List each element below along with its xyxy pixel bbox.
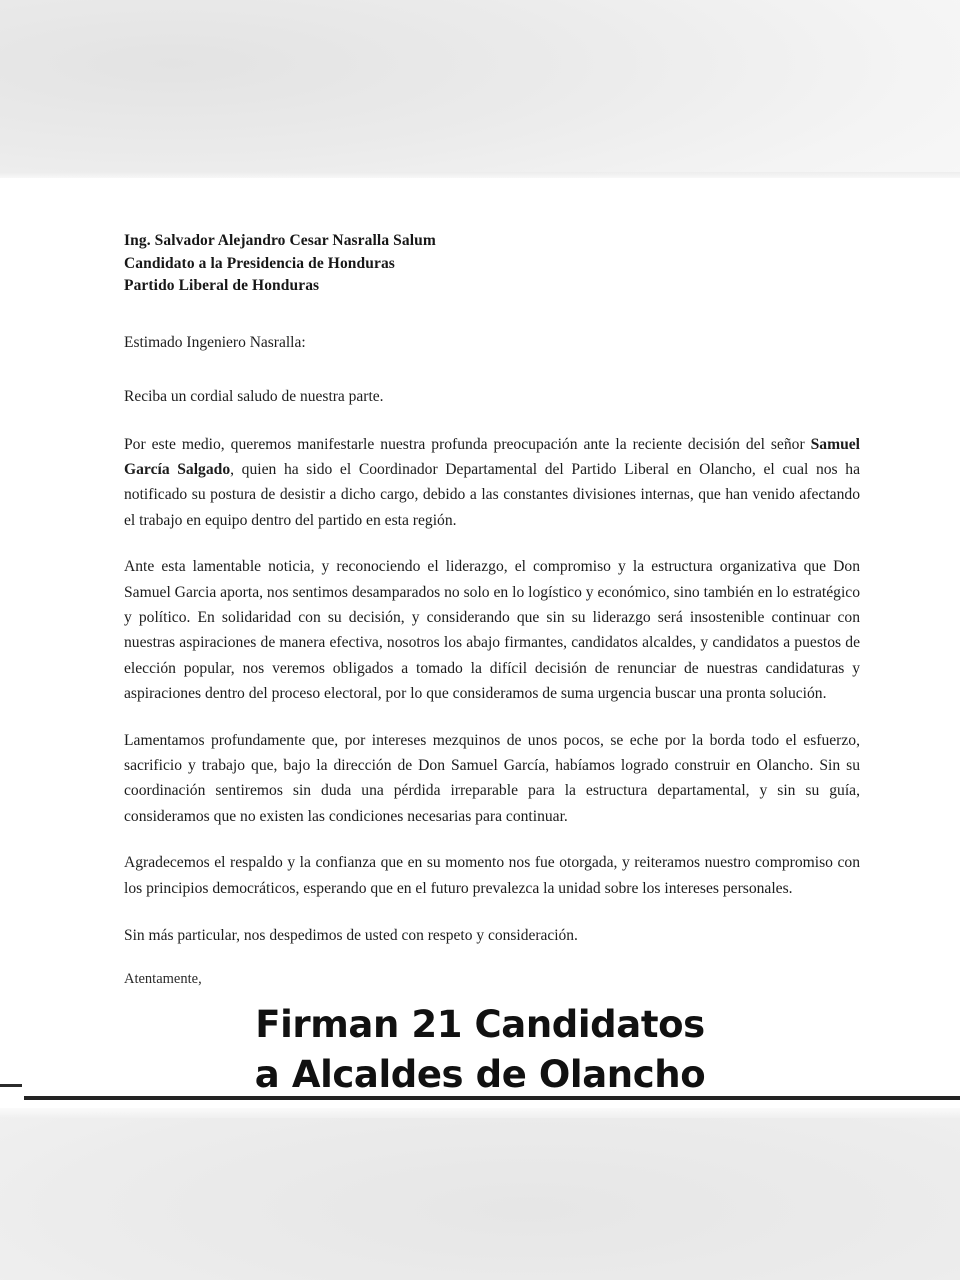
letter-sheet <box>0 178 960 1108</box>
backdrop-bottom <box>0 1104 960 1280</box>
greeting-line: Reciba un cordial saludo de nuestra parte. <box>124 387 384 405</box>
closing-line: Sin más particular, nos despedimos de usted con respeto y consideración. <box>124 927 578 944</box>
addressee-name: Ing. Salvador Alejandro Cesar Nasralla Salum <box>124 232 436 249</box>
sheet-edge-tick <box>0 1084 22 1087</box>
addressee-party: Partido Liberal de Honduras <box>124 277 320 294</box>
salutation: Estimado Ingeniero Nasralla: <box>124 333 306 351</box>
paragraph-2: Ante esta lamentable noticia, y reconociendo el liderazgo, el compromiso y la estructura organizativa que Don Samuel Garcia aporta, nos sentimos desamparados no solo en lo logístico y económico, sino también en lo estratégico y político. En solidaridad con su decisión, y considerando que sin su liderazgo será insostenible continuar con nuestras aspiraciones de manera efectiva, nosotros los abajo firmantes, candidatos alcaldes, y candidatos a puestos de elección popular, nos veremos obligados a tomado la difícil decisión de renunciar de nuestras candidaturas y aspiraciones dentro del proceso electoral, por lo que consideramos de suma urgencia buscar una pronta solución. <box>124 558 860 703</box>
addressee-block <box>124 230 860 298</box>
addressee-role: Candidato a la Presidencia de Honduras <box>124 254 395 272</box>
letter-body <box>124 230 860 989</box>
signoff-line: Atentamente, <box>124 971 202 987</box>
sheet-bottom-rule <box>24 1096 960 1100</box>
paragraph-1-part-b: , quien ha sido el Coordinador Departamental del Partido Liberal en Olancho, el cual nos ha notificado su postura de desistir a dicho cargo, debido a las constantes divisiones internas, que han venido afectando el trabajo en equipo dentro del partido en esta región. <box>124 460 860 529</box>
paragraph-3: Lamentamos profundamente que, por intereses mezquinos de unos pocos, se eche por la borda todo el esfuerzo, sacrificio y trabajo que, bajo la dirección de Don Samuel García, habíamos logrado construir en Olancho. Sin su coordinación sentiremos sin duda una pérdida irreparable para la estructura departamental, y sin su guía, consideramos que no existen las condiciones necesarias para continuar. <box>124 731 860 825</box>
paragraph-1-bold-name: Samuel García Salgado <box>124 435 860 478</box>
overlay-caption-line-1: Firman 21 Candidatos <box>255 1003 705 1046</box>
paragraph-1-part-a: Por este medio, queremos manifestarle nuestra profunda preocupación ante la reciente decisión del señor <box>124 435 811 453</box>
paragraph-4: Agradecemos el respaldo y la confianza que en su momento nos fue otorgada, y reiteramos nuestro compromiso con los principios democráticos, esperando que en el futuro prevalezca la unidad sobre los intereses personales. <box>124 854 860 897</box>
overlay-caption-line-2: a Alcaldes de Olancho <box>254 1053 706 1096</box>
backdrop-top <box>0 0 960 182</box>
paragraph-1 <box>124 432 860 534</box>
